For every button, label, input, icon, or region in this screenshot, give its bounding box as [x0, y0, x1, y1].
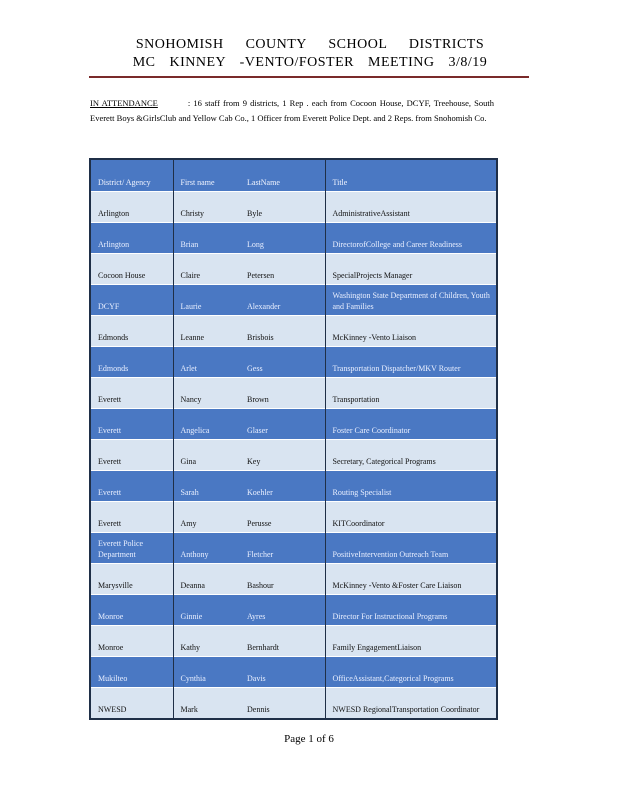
- table-row: [91, 223, 496, 254]
- meeting-subtitle: MC KINNEY -VENTO/FOSTER MEETING 3/8/19: [132, 55, 488, 70]
- table-row: [91, 440, 496, 471]
- cell-agency: DCYF: [91, 285, 173, 316]
- cell-last-name: Gess: [240, 347, 325, 378]
- cell-first-name: Amy: [173, 502, 240, 533]
- cell-title: PositiveIntervention Outreach Team: [325, 533, 496, 564]
- table-row: [91, 471, 496, 502]
- cell-title: AdministrativeAssistant: [325, 192, 496, 223]
- cell-title: Foster Care Coordinator: [325, 409, 496, 440]
- cell-first-name: Gina: [173, 440, 240, 471]
- table-row: [91, 347, 496, 378]
- cell-agency: Everett: [91, 440, 173, 471]
- cell-title: Secretary, Categorical Programs: [325, 440, 496, 471]
- table-row: [91, 533, 496, 564]
- cell-agency: Everett: [91, 378, 173, 409]
- cell-last-name: Key: [240, 440, 325, 471]
- cell-last-name: Bashour: [240, 564, 325, 595]
- header-last-name: LastName: [240, 160, 325, 192]
- cell-title: OfficeAssistant,Categorical Programs: [325, 657, 496, 688]
- cell-last-name: Koehler: [240, 471, 325, 502]
- table-row: [91, 564, 496, 595]
- cell-agency: Everett: [91, 502, 173, 533]
- attendance-lead: IN ATTENDANCE: [90, 98, 158, 108]
- cell-last-name: Brisbois: [240, 316, 325, 347]
- cell-title: DirectorofCollege and Career Readiness: [325, 223, 496, 254]
- cell-title: McKinney -Vento Liaison: [325, 316, 496, 347]
- cell-title: Routing Specialist: [325, 471, 496, 502]
- cell-agency: Cocoon House: [91, 254, 173, 285]
- cell-last-name: Ayres: [240, 595, 325, 626]
- table-row: [91, 409, 496, 440]
- cell-agency: Mukilteo: [91, 657, 173, 688]
- cell-title: KITCoordinator: [325, 502, 496, 533]
- cell-agency: Monroe: [91, 626, 173, 657]
- cell-first-name: Deanna: [173, 564, 240, 595]
- title-rule: [89, 76, 529, 78]
- cell-title: SpecialProjects Manager: [325, 254, 496, 285]
- cell-last-name: Petersen: [240, 254, 325, 285]
- table-header-row: [91, 160, 496, 192]
- attendance-paragraph: [90, 96, 494, 126]
- cell-first-name: Ginnie: [173, 595, 240, 626]
- table-row: [91, 254, 496, 285]
- cell-agency: NWESD: [91, 688, 173, 719]
- cell-title: Transportation Dispatcher/MKV Router: [325, 347, 496, 378]
- header-agency: District/ Agency: [91, 160, 173, 192]
- cell-last-name: Glaser: [240, 409, 325, 440]
- table-row: [91, 657, 496, 688]
- cell-first-name: Cynthia: [173, 657, 240, 688]
- page-number: Page 1 of 6: [284, 733, 334, 745]
- cell-last-name: Fletcher: [240, 533, 325, 564]
- attendee-table: [89, 158, 498, 720]
- cell-agency: Arlington: [91, 192, 173, 223]
- table-row: [91, 316, 496, 347]
- cell-last-name: Byle: [240, 192, 325, 223]
- header-first-name: First name: [173, 160, 240, 192]
- cell-first-name: Sarah: [173, 471, 240, 502]
- cell-last-name: Dennis: [240, 688, 325, 719]
- cell-title: Transportation: [325, 378, 496, 409]
- table-row: [91, 285, 496, 316]
- cell-last-name: Davis: [240, 657, 325, 688]
- cell-first-name: Brian: [173, 223, 240, 254]
- table-row: [91, 502, 496, 533]
- cell-title: Director For Instructional Programs: [325, 595, 496, 626]
- cell-first-name: Claire: [173, 254, 240, 285]
- cell-last-name: Brown: [240, 378, 325, 409]
- cell-first-name: Kathy: [173, 626, 240, 657]
- cell-title: McKinney -Vento &Foster Care Liaison: [325, 564, 496, 595]
- attendance-text: : 16 staff from 9 districts, 1 Rep . each from Cocoon House, DCYF, Treehouse, South Everett Boys &GirlsClub and Yellow Cab Co., 1 Officer from Everett Police Dept. and 2 Reps. from Snohomish Co.: [90, 98, 494, 123]
- cell-first-name: Laurie: [173, 285, 240, 316]
- table-row: [91, 688, 496, 719]
- cell-last-name: Perusse: [240, 502, 325, 533]
- table-row: [91, 626, 496, 657]
- cell-agency: Edmonds: [91, 316, 173, 347]
- cell-agency: Arlington: [91, 223, 173, 254]
- cell-agency: Edmonds: [91, 347, 173, 378]
- cell-last-name: Long: [240, 223, 325, 254]
- cell-first-name: Angelica: [173, 409, 240, 440]
- cell-first-name: Anthony: [173, 533, 240, 564]
- table-row: [91, 192, 496, 223]
- cell-title: NWESD RegionalTransportation Coordinator: [325, 688, 496, 719]
- header-title: Title: [325, 160, 496, 192]
- cell-last-name: Bernhardt: [240, 626, 325, 657]
- cell-first-name: Leanne: [173, 316, 240, 347]
- cell-agency: Everett: [91, 471, 173, 502]
- cell-first-name: Mark: [173, 688, 240, 719]
- cell-agency: Everett Police Department: [91, 533, 173, 564]
- cell-last-name: Alexander: [240, 285, 325, 316]
- cell-agency: Monroe: [91, 595, 173, 626]
- cell-agency: Everett: [91, 409, 173, 440]
- cell-title: Family EngagementLiaison: [325, 626, 496, 657]
- table-row: [91, 378, 496, 409]
- cell-agency: Marysville: [91, 564, 173, 595]
- cell-first-name: Nancy: [173, 378, 240, 409]
- cell-title: Washington State Department of Children, Youth and Families: [325, 285, 496, 316]
- cell-first-name: Arlet: [173, 347, 240, 378]
- cell-first-name: Christy: [173, 192, 240, 223]
- table-row: [91, 595, 496, 626]
- document-title: SNOHOMISH COUNTY SCHOOL DISTRICTS: [135, 37, 485, 52]
